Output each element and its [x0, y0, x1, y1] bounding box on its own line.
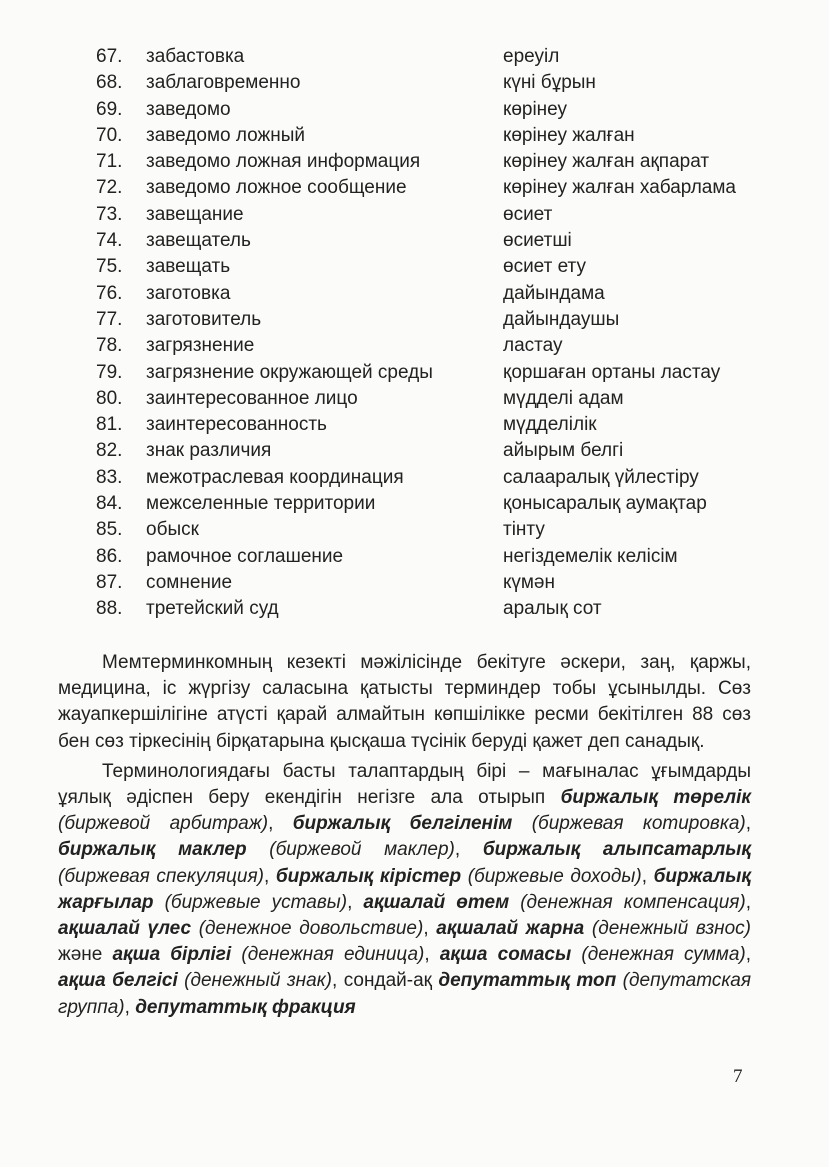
term-kazakh-bold: ақшалай өтем: [363, 891, 510, 913]
term-russian: межотраслевая координация: [146, 466, 404, 488]
term-russian-italic: (денежная единица): [241, 944, 425, 966]
term-russian: загрязнение: [146, 335, 255, 357]
separator: ,: [745, 891, 752, 913]
term-russian: завещатель: [146, 230, 251, 252]
paragraph-2: [58, 759, 751, 1021]
term-kazakh: көрінеу жалған ақпарат: [503, 151, 710, 173]
term-number: 83.: [96, 466, 123, 488]
term-row: [0, 307, 829, 333]
body-text: [58, 650, 751, 1021]
term-russian: заблаговременно: [146, 72, 301, 94]
term-number: 67.: [96, 46, 123, 67]
term-number: 75.: [96, 256, 123, 278]
paragraph-2-intro: Терминологиядағы басты талаптардың бірі – мағыналас ұғымдарды ұялық әдіспен беру екендігін негізге ала отырып: [58, 760, 751, 809]
term-list: [0, 44, 829, 623]
term-row: [0, 228, 829, 254]
term-number: 77.: [96, 308, 123, 330]
term-kazakh: ереуіл: [503, 46, 560, 67]
term-number: 81.: [96, 414, 123, 436]
term-russian: рамочное соглашение: [146, 545, 344, 567]
term-row: [0, 254, 829, 280]
term-kazakh: көрінеу жалған: [503, 124, 635, 146]
term-russian: заинтересованность: [146, 414, 327, 436]
term-number: 69.: [96, 98, 123, 120]
term-kazakh: күмән: [503, 571, 555, 593]
separator: ,: [124, 996, 136, 1018]
separator: ,: [745, 944, 751, 966]
term-russian-italic: (денежный взнос): [591, 918, 752, 940]
term-number: 78.: [96, 335, 123, 357]
term-russian-italic: (биржевая котировка): [531, 813, 746, 835]
term-number: 88.: [96, 598, 123, 620]
term-russian-italic: (биржевой арбитраж): [58, 813, 269, 835]
separator: , сондай-ақ: [332, 970, 439, 992]
term-russian-italic: (биржевые доходы): [467, 865, 642, 887]
term-kazakh: айырым белгі: [503, 440, 624, 462]
term-row: [0, 544, 829, 570]
term-kazakh: аралық сот: [503, 598, 602, 620]
term-number: 79.: [96, 361, 123, 383]
term-row: [0, 333, 829, 359]
term-russian: заготовка: [146, 282, 231, 304]
separator: ,: [641, 865, 654, 887]
term-row: [0, 70, 829, 96]
term-russian: забастовка: [146, 46, 245, 67]
separator: ,: [263, 865, 276, 887]
term-kazakh: тінту: [503, 519, 545, 541]
term-kazakh: өсиет: [503, 203, 553, 225]
term-russian-italic: (биржевой маклер): [269, 839, 455, 861]
term-russian: заведомо: [146, 98, 231, 120]
paragraph-1: Мемтерминкомның кезекті мәжілісінде бекітуге әскери, заң, қаржы, медицина, іс жүргізу саласына қатысты терминдер тобы ұсынылды. Сөз жауапкершілігіне атүсті қарай алмайтын көпшілікке ресми бекітілген 88 сөз бен сөз тіркесінің бірқатарына қысқаша түсінік беруді қажет деп санадық.: [58, 652, 751, 752]
term-number: 80.: [96, 387, 123, 409]
term-kazakh-bold: ақша белгісі: [58, 970, 178, 992]
term-row: [0, 360, 829, 386]
separator: ,: [268, 813, 293, 835]
term-row: [0, 596, 829, 622]
term-row: [0, 465, 829, 491]
separator: ,: [424, 944, 440, 966]
term-russian-italic: (денежная сумма): [581, 944, 746, 966]
separator: ,: [745, 813, 751, 835]
term-kazakh-bold: ақшалай жарна: [436, 918, 585, 940]
term-number: 73.: [96, 203, 123, 225]
term-number: 70.: [96, 124, 123, 146]
term-kazakh: өсиетші: [503, 230, 572, 252]
term-russian: завещать: [146, 256, 231, 278]
term-kazakh: мүдделілік: [503, 414, 597, 436]
term-number: 76.: [96, 282, 123, 304]
term-number: 72.: [96, 177, 123, 199]
term-russian: третейский суд: [146, 598, 279, 620]
term-number: 85.: [96, 519, 123, 541]
term-russian-italic: (денежная компенсация): [520, 891, 746, 913]
term-row: [0, 44, 829, 70]
term-number: 82.: [96, 440, 123, 462]
term-row: [0, 438, 829, 464]
term-number: 71.: [96, 151, 123, 173]
term-kazakh: көрінеу: [503, 98, 568, 120]
term-row: [0, 202, 829, 228]
term-number: 84.: [96, 493, 123, 515]
term-russian-italic: (депутатская группа): [58, 970, 752, 1018]
term-russian: загрязнение окружающей среды: [146, 361, 433, 383]
term-kazakh-bold: биржалық төрелік: [560, 787, 751, 809]
term-kazakh-bold: ақша сомасы: [439, 944, 572, 966]
term-kazakh: көрінеу жалған хабарлама: [503, 177, 736, 199]
term-kazakh: мүдделі адам: [503, 387, 624, 409]
term-russian-italic: (биржевые уставы): [164, 891, 348, 913]
term-russian: заведомо ложный: [146, 124, 305, 146]
term-row: [0, 517, 829, 543]
term-russian: сомнение: [146, 571, 233, 593]
separator: ,: [347, 891, 364, 913]
term-russian: обыск: [146, 519, 199, 541]
term-row: [0, 491, 829, 517]
term-number: 68.: [96, 72, 123, 94]
term-number: 87.: [96, 571, 123, 593]
term-kazakh: қоршаған ортаны ластау: [503, 361, 721, 383]
term-russian: знак различия: [146, 440, 272, 462]
term-kazakh-bold: биржалық алыпсатарлық: [482, 839, 751, 861]
term-kazakh: өсиет ету: [503, 256, 586, 278]
term-russian-italic: (биржевая спекуляция): [58, 865, 264, 887]
term-row: [0, 412, 829, 438]
separator: ,: [454, 839, 483, 861]
term-kazakh: дайындаушы: [503, 308, 620, 330]
term-kazakh-bold: депутаттық топ: [438, 970, 617, 992]
separator: ,: [423, 918, 437, 940]
term-russian: заинтересованное лицо: [146, 387, 358, 409]
term-russian: заготовитель: [146, 308, 262, 330]
term-row: [0, 570, 829, 596]
term-kazakh: қонысаралық аумақтар: [503, 493, 707, 515]
term-russian-italic: (денежное довольствие): [198, 918, 424, 940]
term-row: [0, 386, 829, 412]
term-kazakh-bold: ақшалай үлес: [58, 918, 192, 940]
term-kazakh: негіздемелік келісім: [503, 545, 678, 567]
term-row: [0, 175, 829, 201]
term-row: [0, 149, 829, 175]
term-number: 86.: [96, 545, 123, 567]
term-kazakh-bold: депутаттық фракция: [135, 996, 356, 1018]
term-kazakh: күні бұрын: [503, 72, 596, 94]
term-russian: заведомо ложная информация: [146, 151, 421, 173]
term-kazakh: ластау: [503, 335, 563, 357]
term-row: [0, 97, 829, 123]
term-kazakh: салааралық үйлестіру: [503, 466, 699, 488]
page-number: 7: [733, 1066, 743, 1087]
term-number: 74.: [96, 230, 123, 252]
term-row: [0, 281, 829, 307]
separator: және: [58, 944, 113, 966]
term-kazakh: дайындама: [503, 282, 605, 304]
term-russian-italic: (денежный знак): [184, 970, 333, 992]
term-russian: завещание: [146, 203, 244, 225]
term-kazakh-bold: ақша бірлігі: [112, 944, 232, 966]
term-kazakh-bold: биржалық белгіленім: [292, 813, 513, 835]
term-kazakh-bold: биржалық маклер: [58, 839, 247, 861]
term-russian: межселенные территории: [146, 493, 376, 515]
term-kazakh-bold: биржалық кірістер: [275, 865, 462, 887]
term-russian: заведомо ложное сообщение: [146, 177, 407, 199]
term-kazakh-bold: биржалық жарғылар: [58, 865, 752, 913]
term-row: [0, 123, 829, 149]
